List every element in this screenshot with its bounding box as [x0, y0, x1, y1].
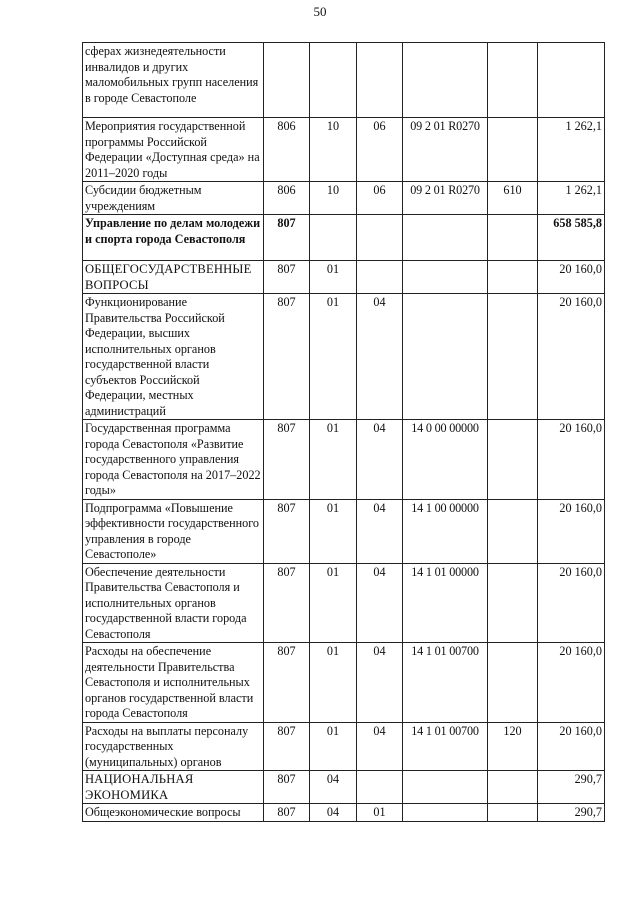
table-row	[83, 420, 605, 500]
row-sum-cell: 20 160,0	[538, 261, 605, 294]
row-target-code-cell: 14 1 00 00000	[403, 499, 488, 563]
table-row	[83, 563, 605, 643]
row-sum-cell: 20 160,0	[538, 294, 605, 420]
row-sum-cell	[538, 43, 605, 118]
row-expense-type-cell	[488, 804, 538, 822]
row-target-code-cell	[403, 215, 488, 261]
row-gov-code-cell: 807	[264, 804, 310, 822]
row-sum-cell: 20 160,0	[538, 563, 605, 643]
row-section-cell: 04	[310, 804, 357, 822]
table-row	[83, 722, 605, 771]
row-sum-cell: 20 160,0	[538, 420, 605, 500]
row-target-code-cell: 14 1 01 00700	[403, 722, 488, 771]
row-sum-cell: 20 160,0	[538, 722, 605, 771]
row-expense-type-cell	[488, 43, 538, 118]
row-target-code-cell	[403, 294, 488, 420]
row-name-cell: Субсидии бюджетным учреждениям	[83, 182, 264, 215]
row-subsection-cell	[357, 771, 403, 804]
budget-table-body	[83, 43, 605, 822]
row-gov-code-cell: 807	[264, 722, 310, 771]
row-gov-code-cell: 807	[264, 261, 310, 294]
row-section-cell	[310, 43, 357, 118]
row-expense-type-cell: 120	[488, 722, 538, 771]
row-subsection-cell: 04	[357, 420, 403, 500]
row-subsection-cell	[357, 43, 403, 118]
row-section-cell: 01	[310, 420, 357, 500]
table-row	[83, 261, 605, 294]
row-target-code-cell: 14 0 00 00000	[403, 420, 488, 500]
table-row	[83, 182, 605, 215]
page-number: 50	[313, 4, 327, 19]
row-expense-type-cell	[488, 261, 538, 294]
row-gov-code-cell: 807	[264, 420, 310, 500]
row-name-cell: Функционирование Правительства Российской Федерации, высших исполнительных органов государственной власти субъектов Российской Федерации, местных администраций	[83, 294, 264, 420]
row-target-code-cell	[403, 261, 488, 294]
row-name-cell: Расходы на обеспечение деятельности Правительства Севастополя и исполнительных органов государственной власти города Севастополя	[83, 643, 264, 723]
row-subsection-cell: 06	[357, 118, 403, 182]
row-section-cell: 10	[310, 118, 357, 182]
row-subsection-cell: 04	[357, 499, 403, 563]
row-subsection-cell	[357, 215, 403, 261]
row-sum-cell: 1 262,1	[538, 118, 605, 182]
budget-table	[82, 42, 605, 822]
row-sum-cell: 658 585,8	[538, 215, 605, 261]
row-gov-code-cell: 807	[264, 643, 310, 723]
row-gov-code-cell: 807	[264, 215, 310, 261]
row-section-cell: 01	[310, 499, 357, 563]
row-gov-code-cell: 807	[264, 563, 310, 643]
row-subsection-cell: 04	[357, 294, 403, 420]
row-subsection-cell: 06	[357, 182, 403, 215]
row-section-cell: 10	[310, 182, 357, 215]
row-name-cell: Обеспечение деятельности Правительства Севастополя и исполнительных органов государственной власти города Севастополя	[83, 563, 264, 643]
row-subsection-cell	[357, 261, 403, 294]
row-subsection-cell: 01	[357, 804, 403, 822]
table-row	[83, 215, 605, 261]
row-expense-type-cell	[488, 771, 538, 804]
row-expense-type-cell	[488, 294, 538, 420]
row-name-cell: НАЦИОНАЛЬНАЯ ЭКОНОМИКА	[83, 771, 264, 804]
row-expense-type-cell	[488, 563, 538, 643]
table-row	[83, 771, 605, 804]
row-section-cell	[310, 215, 357, 261]
row-expense-type-cell	[488, 499, 538, 563]
row-name-cell: Государственная программа города Севастополя «Развитие государственного управления города Севастополя на 2017–2022 годы»	[83, 420, 264, 500]
row-target-code-cell	[403, 43, 488, 118]
row-target-code-cell	[403, 804, 488, 822]
row-sum-cell: 1 262,1	[538, 182, 605, 215]
row-expense-type-cell: 610	[488, 182, 538, 215]
row-expense-type-cell	[488, 643, 538, 723]
row-target-code-cell: 09 2 01 R0270	[403, 182, 488, 215]
row-sum-cell: 20 160,0	[538, 499, 605, 563]
row-name-cell: Расходы на выплаты персоналу государственных (муниципальных) органов	[83, 722, 264, 771]
row-name-cell: сферах жизнедеятельности инвалидов и других маломобильных групп населения в городе Севастополе	[83, 43, 264, 118]
table-row	[83, 118, 605, 182]
row-sum-cell: 20 160,0	[538, 643, 605, 723]
row-gov-code-cell: 807	[264, 771, 310, 804]
row-expense-type-cell	[488, 118, 538, 182]
row-target-code-cell: 09 2 01 R0270	[403, 118, 488, 182]
row-subsection-cell: 04	[357, 722, 403, 771]
row-name-cell: Управление по делам молодежи и спорта города Севастополя	[83, 215, 264, 261]
row-gov-code-cell: 806	[264, 182, 310, 215]
row-target-code-cell: 14 1 01 00700	[403, 643, 488, 723]
row-section-cell: 04	[310, 771, 357, 804]
row-gov-code-cell	[264, 43, 310, 118]
row-subsection-cell: 04	[357, 563, 403, 643]
row-name-cell: ОБЩЕГОСУДАРСТВЕННЫЕ ВОПРОСЫ	[83, 261, 264, 294]
row-sum-cell: 290,7	[538, 771, 605, 804]
table-row	[83, 43, 605, 118]
row-section-cell: 01	[310, 563, 357, 643]
row-section-cell: 01	[310, 643, 357, 723]
row-section-cell: 01	[310, 294, 357, 420]
row-name-cell: Мероприятия государственной программы Российской Федерации «Доступная среда» на 2011–2020 годы	[83, 118, 264, 182]
row-gov-code-cell: 807	[264, 294, 310, 420]
row-gov-code-cell: 806	[264, 118, 310, 182]
table-row	[83, 643, 605, 723]
row-name-cell: Общеэкономические вопросы	[83, 804, 264, 822]
row-section-cell: 01	[310, 722, 357, 771]
row-sum-cell: 290,7	[538, 804, 605, 822]
row-target-code-cell	[403, 771, 488, 804]
table-row	[83, 804, 605, 822]
row-subsection-cell: 04	[357, 643, 403, 723]
row-expense-type-cell	[488, 420, 538, 500]
row-expense-type-cell	[488, 215, 538, 261]
row-gov-code-cell: 807	[264, 499, 310, 563]
row-target-code-cell: 14 1 01 00000	[403, 563, 488, 643]
table-row	[83, 294, 605, 420]
row-name-cell: Подпрограмма «Повышение эффективности государственного управления в городе Севастополе»	[83, 499, 264, 563]
row-section-cell: 01	[310, 261, 357, 294]
table-row	[83, 499, 605, 563]
